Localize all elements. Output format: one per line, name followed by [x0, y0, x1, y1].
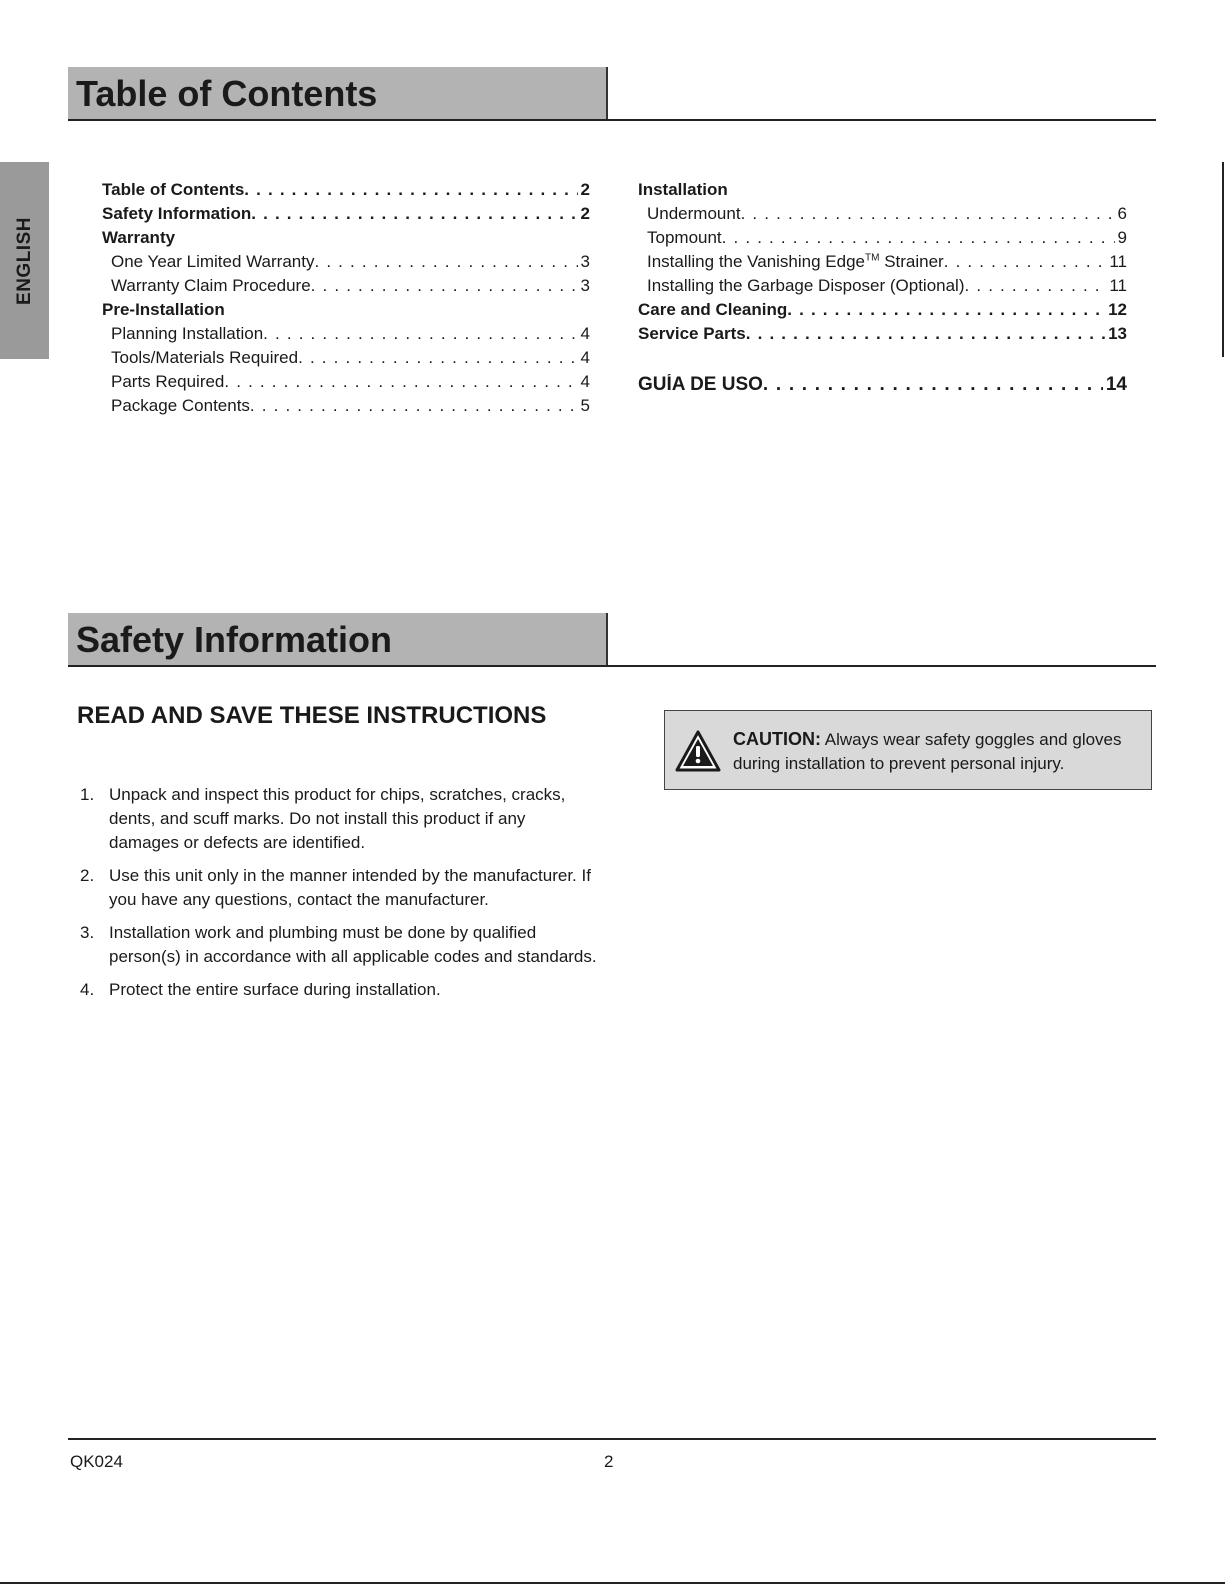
toc-entry: [102, 324, 590, 348]
safety-header: [68, 613, 1156, 667]
toc-page-number: 13: [1108, 324, 1127, 343]
toc-entry: [102, 228, 590, 252]
toc-entry-title: [647, 276, 965, 296]
toc-entry: [102, 300, 590, 324]
step-number: 1.: [80, 785, 95, 804]
toc-entry: [102, 180, 590, 204]
toc-entry-text: GUÍA DE USO: [638, 374, 763, 395]
toc-entry: [638, 252, 1127, 276]
toc-page-number: 4: [580, 324, 590, 343]
toc-dot-leader: [298, 348, 577, 368]
toc-page-number: 4: [580, 348, 590, 367]
toc-right-column: [638, 180, 1127, 398]
toc-header-bar: [68, 67, 608, 119]
toc-entry-text: Installing the Vanishing Edge: [647, 252, 866, 271]
toc-entry: [638, 276, 1127, 300]
toc-entry: [638, 374, 1127, 398]
toc-dot-leader: [311, 276, 578, 296]
bottom-rule: [0, 1582, 1225, 1584]
toc-header: [68, 67, 1156, 121]
toc-entry-text: Service Parts: [638, 324, 746, 343]
toc-page-number: 2: [580, 180, 590, 199]
step-number: 4.: [80, 980, 95, 999]
right-edge-rule: [1222, 162, 1224, 357]
toc-dot-leader: [722, 228, 1115, 248]
toc-entry-text: Package Contents: [111, 396, 250, 415]
toc-entry-title: [102, 228, 175, 248]
footer-page-number: 2: [604, 1452, 614, 1471]
toc-dot-leader: [787, 300, 1105, 320]
toc-entry: [638, 228, 1127, 252]
toc-page-number: 14: [1105, 374, 1127, 395]
toc-entry-text: One Year Limited Warranty: [111, 252, 315, 271]
footer-rule: [68, 1438, 1156, 1440]
toc-page-number: 3: [580, 276, 590, 295]
toc-page-number: 11: [1109, 252, 1127, 271]
toc-entry-text: Topmount: [647, 228, 722, 247]
caution-message: Always wear safety goggles and gloves during installation to prevent personal injury.: [733, 730, 1122, 773]
toc-entry-title: [111, 396, 250, 416]
language-tab-label: ENGLISH: [13, 216, 35, 305]
toc-page-number: 11: [1109, 276, 1127, 295]
toc-entry: [102, 204, 590, 228]
toc-dot-leader: [965, 276, 1107, 296]
read-save-heading: READ AND SAVE THESE INSTRUCTIONS: [77, 702, 547, 729]
toc-entry-text: Planning Installation: [111, 324, 264, 343]
toc-dot-leader: [314, 252, 577, 272]
toc-entry: [102, 252, 590, 276]
toc-entry: [102, 372, 590, 396]
toc-entry-text: Pre-Installation: [102, 300, 225, 319]
safety-step: [80, 978, 600, 1002]
toc-entry-text: Undermount: [647, 204, 741, 223]
safety-title: Safety Information: [76, 619, 393, 660]
toc-dot-leader: [250, 396, 578, 416]
toc-dot-leader: [263, 324, 577, 344]
step-text: Use this unit only in the manner intended by the manufacturer. If you have any questions, contact the manufacturer.: [109, 866, 591, 909]
toc-page-number: 5: [580, 396, 590, 415]
toc-entry-title: [102, 204, 251, 224]
toc-dot-leader: [746, 324, 1105, 344]
toc-entry-text: Care and Cleaning: [638, 300, 788, 319]
step-number: 2.: [80, 866, 95, 885]
toc-entry-text: Table of Contents: [102, 180, 245, 199]
toc-entry-title: [638, 180, 728, 200]
caution-text: [733, 727, 1145, 776]
toc-dot-leader: [251, 204, 577, 224]
step-text: Unpack and inspect this product for chips, scratches, cracks, dents, and scuff marks. Do not install this product if any damages or defects are identified.: [109, 785, 566, 852]
toc-entry-title: [111, 252, 314, 272]
language-tab: [0, 162, 49, 359]
toc-entry-text: Installing the Garbage Disposer (Optional): [647, 276, 965, 295]
caution-label: CAUTION:: [733, 729, 821, 749]
toc-page-number: 9: [1117, 228, 1127, 247]
toc-entry-text: Safety Information: [102, 204, 252, 223]
toc-entry-title: [638, 324, 746, 344]
toc-entry-title: [647, 252, 944, 272]
toc-entry-text: Parts Required: [111, 372, 225, 391]
toc-entry-text: Tools/Materials Required: [111, 348, 299, 367]
toc-entry-title: [102, 300, 225, 320]
toc-entry-title: [111, 276, 311, 296]
toc-entry: [102, 276, 590, 300]
toc-entry-title: [638, 374, 763, 396]
safety-step: [80, 921, 600, 969]
toc-entry-title: [111, 348, 298, 368]
toc-entry-text: Installation: [638, 180, 728, 199]
toc-page-number: 12: [1108, 300, 1127, 319]
toc-entry-text: Warranty: [102, 228, 176, 247]
safety-header-bar: [68, 613, 608, 665]
toc-entry-title: [647, 228, 722, 248]
toc-entry: [638, 324, 1127, 348]
toc-dot-leader: [763, 374, 1103, 396]
step-text: Installation work and plumbing must be done by qualified person(s) in accordance with all applicable codes and standards.: [109, 923, 597, 966]
toc-entry-title: [111, 324, 263, 344]
step-text: Protect the entire surface during installation.: [109, 980, 441, 999]
toc-page-number: 2: [580, 204, 590, 223]
toc-entry: [102, 396, 590, 420]
toc-entry-title: [638, 300, 787, 320]
toc-title: Table of Contents: [76, 73, 378, 114]
toc-left-column: [102, 180, 590, 420]
toc-entry: [638, 180, 1127, 204]
toc-entry-title: [102, 180, 244, 200]
toc-entry-suffix: Strainer: [879, 252, 944, 271]
safety-step: [80, 864, 600, 912]
toc-page-number: 3: [580, 252, 590, 271]
toc-page-number: 4: [580, 372, 590, 391]
toc-entry: [638, 300, 1127, 324]
toc-dot-leader: [741, 204, 1115, 224]
toc-dot-leader: [944, 252, 1107, 272]
caution-box: [664, 710, 1152, 790]
warning-triangle-icon: [675, 729, 721, 773]
toc-entry: [102, 348, 590, 372]
safety-steps-list: [80, 783, 600, 1011]
toc-dot-leader: [244, 180, 577, 200]
toc-entry: [638, 204, 1127, 228]
footer-model-code: QK024: [70, 1452, 123, 1471]
toc-page-number: 6: [1117, 204, 1127, 223]
toc-dot-leader: [224, 372, 577, 392]
step-number: 3.: [80, 923, 95, 942]
toc-entry-text: Warranty Claim Procedure: [111, 276, 311, 295]
trademark-mark: TM: [865, 252, 880, 264]
safety-step: [80, 783, 600, 855]
toc-entry-title: [647, 204, 741, 224]
toc-entry-title: [111, 372, 224, 392]
